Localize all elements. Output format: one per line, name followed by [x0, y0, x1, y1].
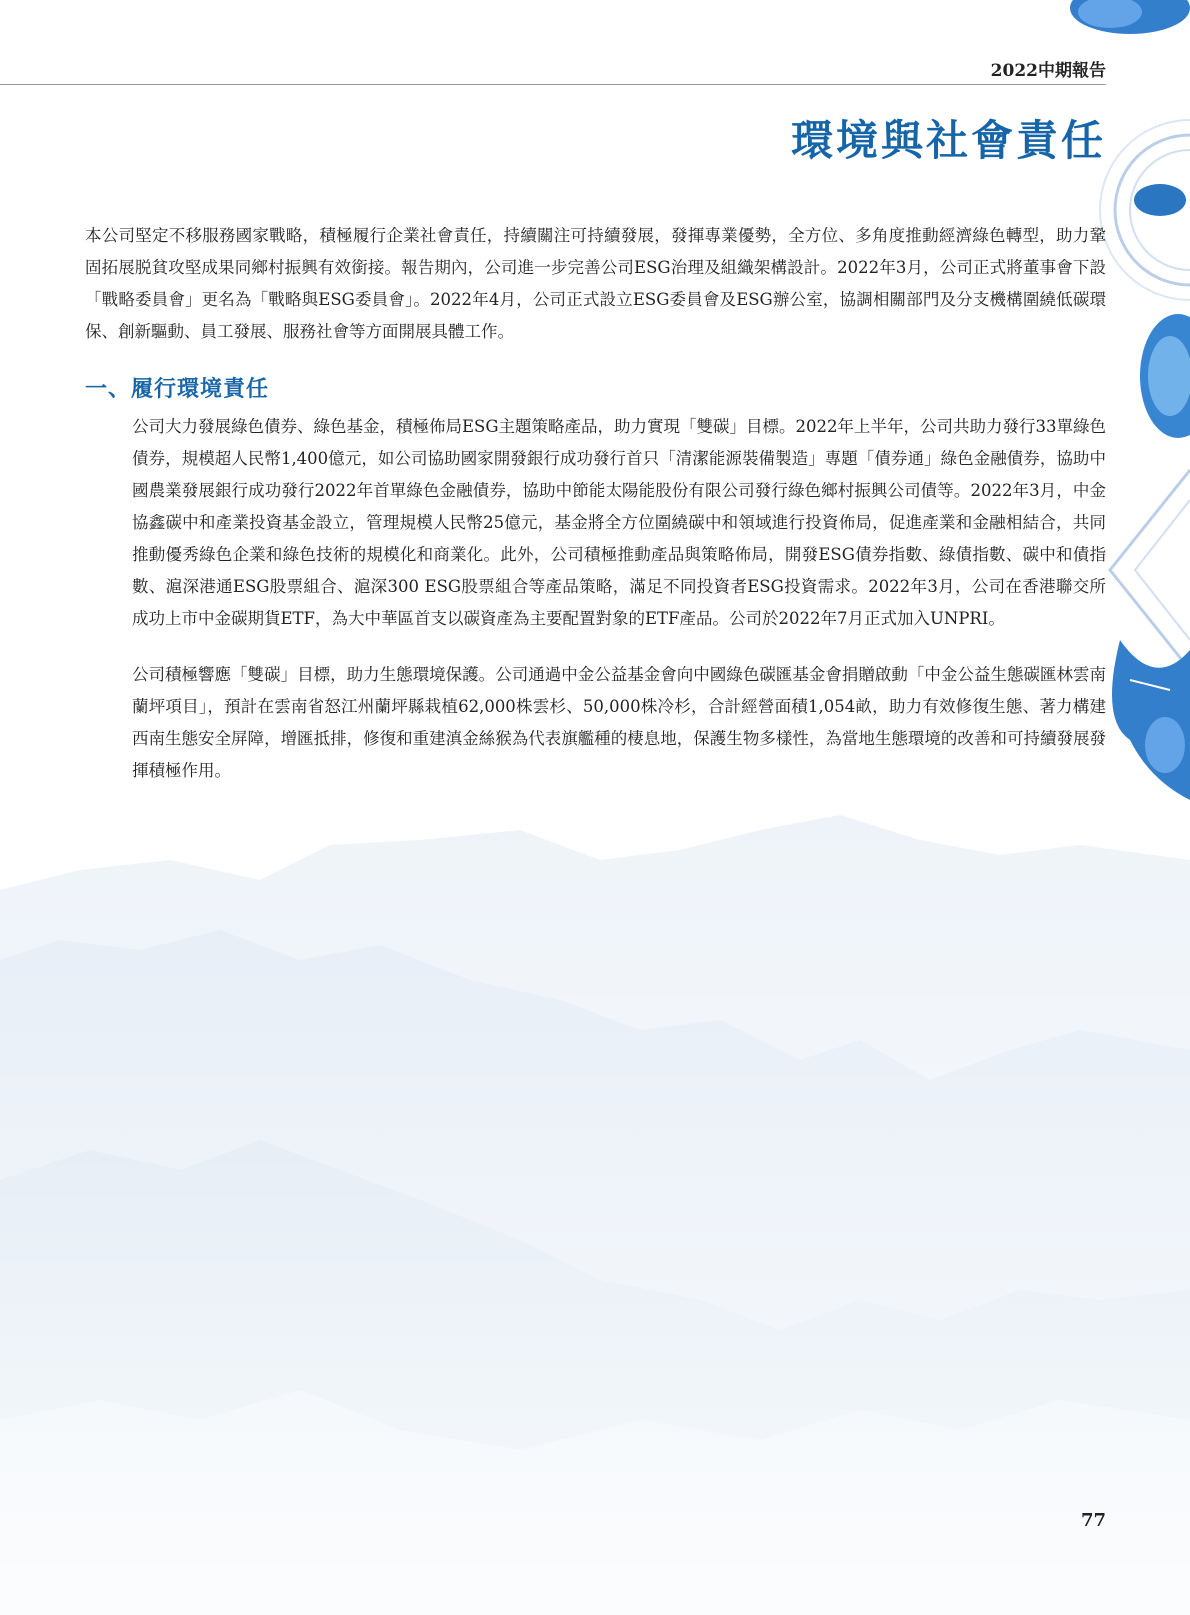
header-divider: [0, 84, 1106, 85]
main-content: [85, 220, 1106, 787]
section-paragraph-green-finance: 公司大力發展綠色債券、綠色基金，積極佈局ESG主題策略產品，助力實現「雙碳」目標。2022年上半年，公司共助力發行33單綠色債券，規模超人民幣1,400億元，如公司協助國家開發銀行成功發行首只「清潔能源裝備製造」專題「債券通」綠色金融債券，協助中國農業發展銀行成功發行2022年首單綠色金融債券，協助中節能太陽能股份有限公司發行綠色鄉村振興公司債等。2022年3月，中金協鑫碳中和產業投資基金設立，管理規模人民幣25億元，基金將全方位圍繞碳中和領域進行投資佈局，促進產業和金融相結合，共同推動優秀綠色企業和綠色技術的規模化和商業化。此外，公司積極推動產品與策略佈局，開發ESG債券指數、綠債指數、碳中和債指數、滬深港通ESG股票組合、滬深300 ESG股票組合等產品策略，滿足不同投資者ESG投資需求。2022年3月，公司在香港聯交所成功上市中金碳期貨ETF，為大中華區首支以碳資產為主要配置對象的ETF產品。公司於2022年7月正式加入UNPRI。: [132, 417, 1107, 628]
report-title: 2022中期報告: [990, 61, 1106, 81]
section-heading-environment: 一、履行環境責任: [85, 376, 270, 402]
page-title: 環境與社會責任: [790, 116, 1106, 165]
section-body: [85, 411, 1106, 787]
section-paragraph-ecology: 公司積極響應「雙碳」目標，助力生態環境保護。公司通過中金公益基金會向中國綠色碳匯基金會捐贈啟動「中金公益生態碳匯林雲南蘭坪項目」，預計在雲南省怒江州蘭坪縣栽植62,000株雲杉、50,000株冷杉，合計經營面積1,054畝，助力有效修復生態、著力構建西南生態安全屏障，增匯抵排，修復和重建滇金絲猴為代表旗艦種的棲息地，保護生物多樣性，為當地生態環境的改善和可持續發展發揮積極作用。: [132, 665, 1106, 780]
intro-paragraph: 本公司堅定不移服務國家戰略，積極履行企業社會責任，持續關注可持續發展，發揮專業優勢，全方位、多角度推動經濟綠色轉型，助力鞏固拓展脱貧攻堅成果同鄉村振興有效銜接。報告期內，公司進一步完善公司ESG治理及組織架構設計。2022年3月，公司正式將董事會下設「戰略委員會」更名為「戰略與ESG委員會」。2022年4月，公司正式設立ESG委員會及ESG辦公室，協調相關部門及分支機構圍繞低碳環保、創新驅動、員工發展、服務社會等方面開展具體工作。: [85, 226, 1106, 341]
page-number: 77: [1080, 1510, 1106, 1531]
